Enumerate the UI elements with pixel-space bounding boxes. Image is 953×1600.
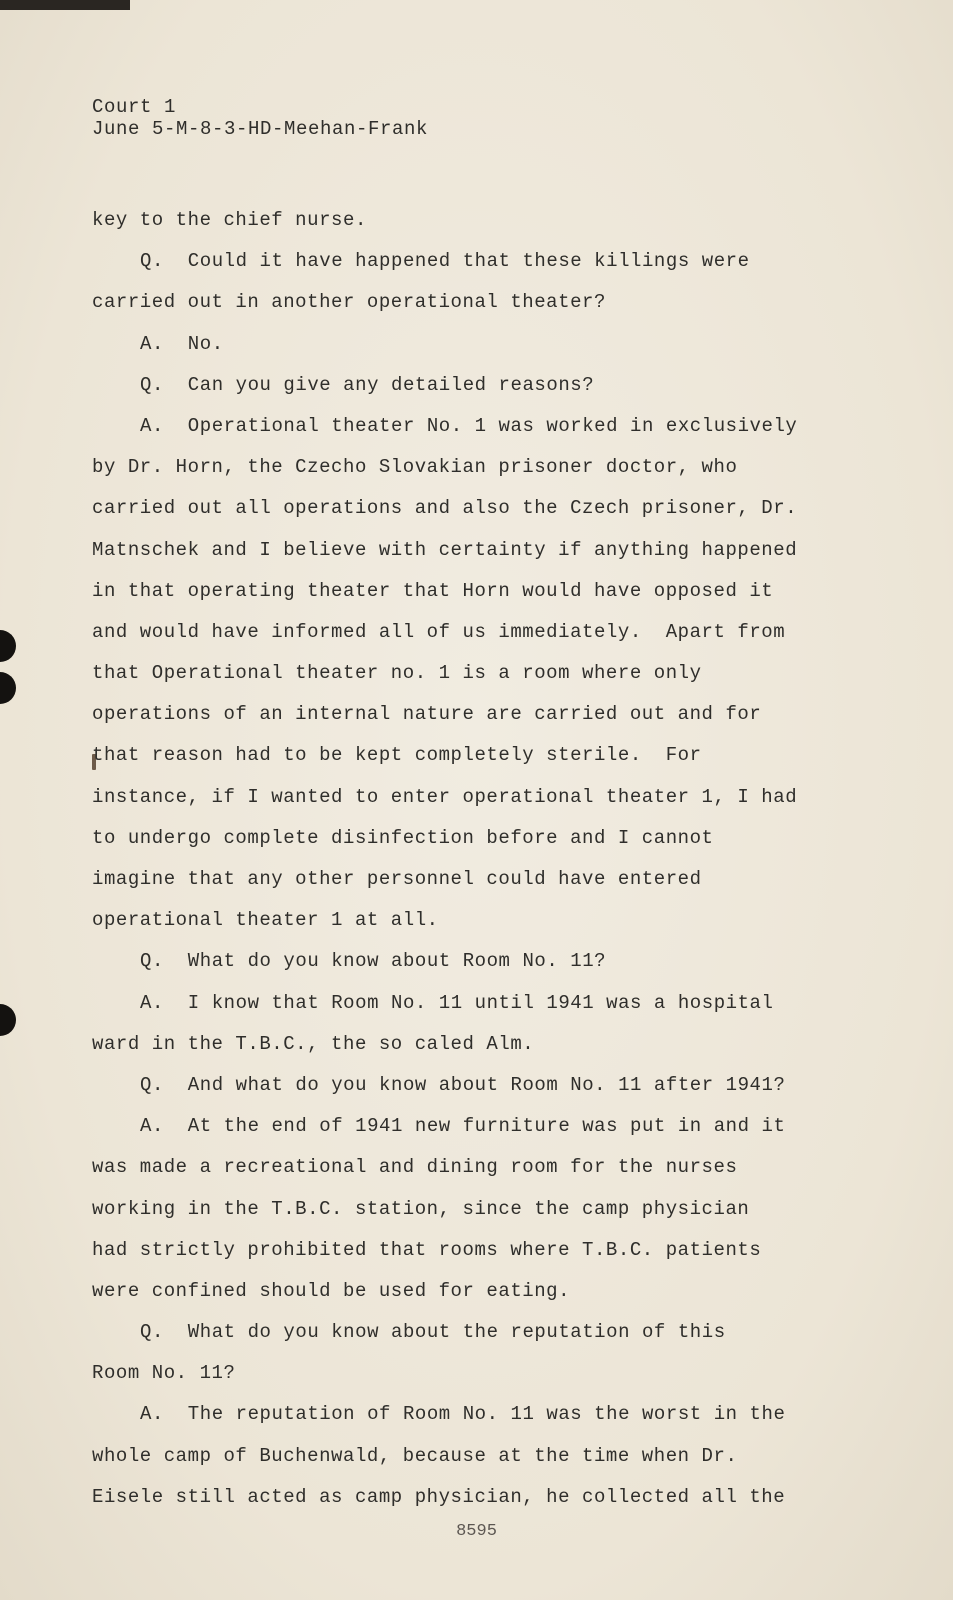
transcript-line: ward in the T.B.C., the so caled Alm. <box>92 1032 535 1055</box>
transcript-line: A. I know that Room No. 11 until 1941 was a hospital <box>140 991 774 1014</box>
transcript-line: Q. What do you know about the reputation of this <box>140 1321 726 1344</box>
transcript-body <box>92 200 912 1518</box>
transcript-line: carried out in another operational theater? <box>92 291 606 314</box>
transcript-line: A. No. <box>140 332 224 355</box>
transcript-line: carried out all operations and also the Czech prisoner, Dr. <box>92 497 798 520</box>
court-label: Court 1 <box>92 96 177 118</box>
transcript-line: had strictly prohibited that rooms where T.B.C. patients <box>92 1238 762 1261</box>
transcript-line: A. At the end of 1941 new furniture was put in and it <box>140 1115 786 1138</box>
transcript-line: instance, if I wanted to enter operational theater 1, I had <box>92 785 798 808</box>
transcript-line: Eisele still acted as camp physician, he collected all the <box>92 1485 786 1508</box>
transcript-line: Q. Can you give any detailed reasons? <box>140 373 595 396</box>
page-number: 8595 <box>456 1522 497 1541</box>
transcript-line: were confined should be used for eating. <box>92 1279 571 1302</box>
transcript-line: to undergo complete disinfection before and I cannot <box>92 826 714 849</box>
transcript-line: Room No. 11? <box>92 1362 236 1385</box>
transcript-line: whole camp of Buchenwald, because at the time when Dr. <box>92 1444 738 1467</box>
case-reference: June 5-M-8-3-HD-Meehan-Frank <box>92 118 429 140</box>
transcript-line: A. Operational theater No. 1 was worked in exclusively <box>140 414 798 437</box>
binder-hole <box>0 1004 16 1036</box>
binder-hole <box>0 630 16 662</box>
page-edge-shadow <box>0 0 130 10</box>
transcript-line: A. The reputation of Room No. 11 was the worst in the <box>140 1403 786 1426</box>
transcript-line: operations of an internal nature are carried out and for <box>92 703 762 726</box>
transcript-line: in that operating theater that Horn would have opposed it <box>92 579 774 602</box>
transcript-line: Q. What do you know about Room No. 11? <box>140 950 607 973</box>
transcript-line: working in the T.B.C. station, since the camp physician <box>92 1197 750 1220</box>
transcript-line: that reason had to be kept completely sterile. For <box>92 744 702 767</box>
transcript-line: operational theater 1 at all. <box>92 909 439 932</box>
binder-hole <box>0 672 16 704</box>
transcript-line: Q. Could it have happened that these killings were <box>140 250 750 273</box>
transcript-line: imagine that any other personnel could have entered <box>92 868 702 890</box>
transcript-line: by Dr. Horn, the Czecho Slovakian prisoner doctor, who <box>92 456 738 479</box>
transcript-line: was made a recreational and dining room for the nurses <box>92 1156 738 1179</box>
transcript-line: key to the chief nurse. <box>92 209 367 231</box>
transcript-line: and would have informed all of us immediately. Apart from <box>92 620 786 643</box>
document-header <box>92 96 428 140</box>
transcript-line: Q. And what do you know about Room No. 11 after 1941? <box>140 1073 786 1096</box>
transcript-line: that Operational theater no. 1 is a room where only <box>92 662 702 685</box>
transcript-line: Matnschek and I believe with certainty if anything happened <box>92 538 798 561</box>
